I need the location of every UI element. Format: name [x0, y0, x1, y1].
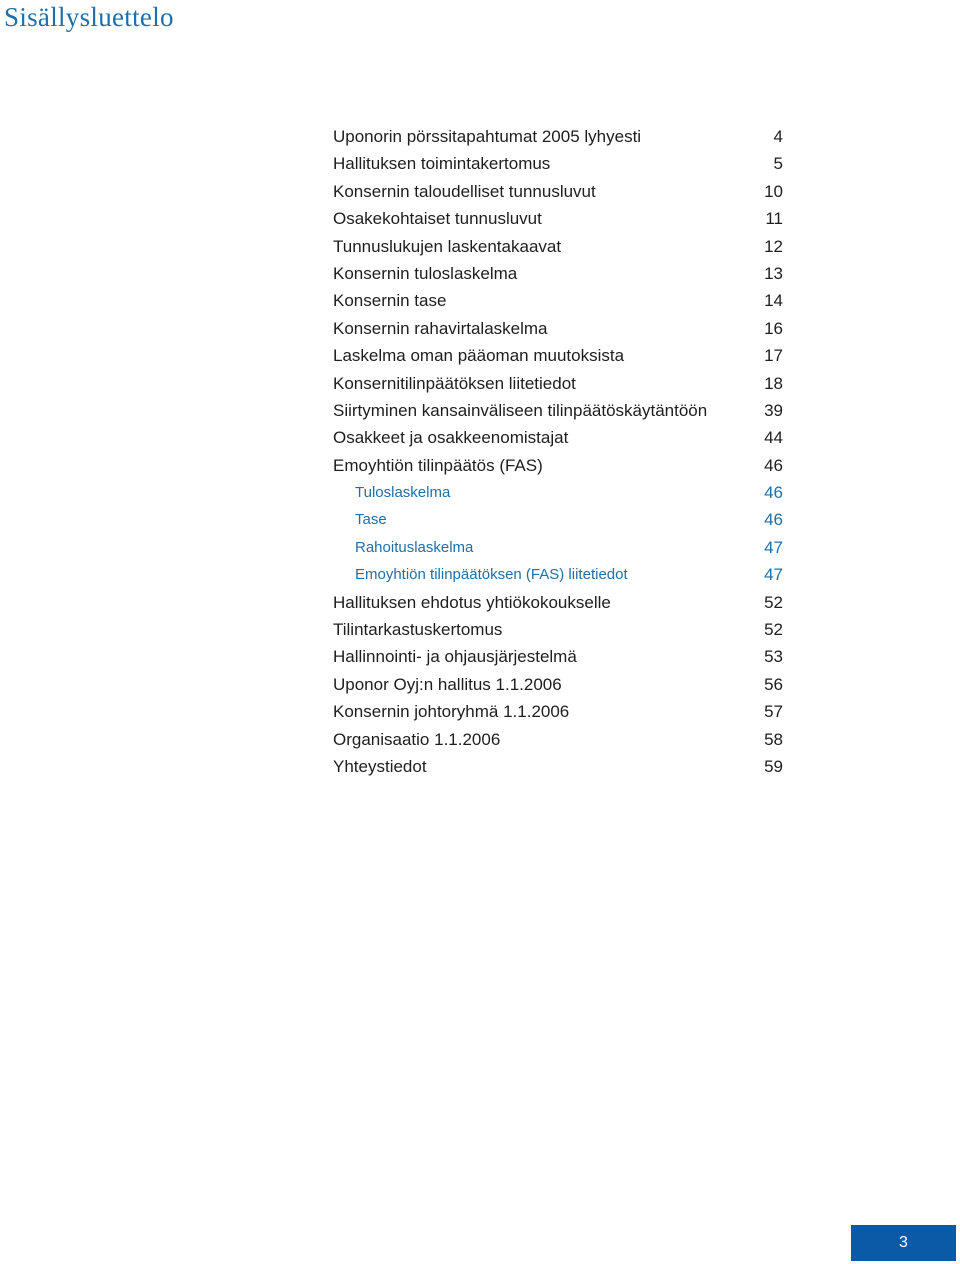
toc-subitem-page: 47: [764, 537, 783, 557]
toc-item-page: 13: [764, 263, 783, 283]
toc-item-page: 46: [764, 455, 783, 475]
toc-subitem-label: Rahoituslaskelma: [355, 538, 474, 556]
toc-item[interactable]: [333, 260, 783, 287]
toc-item-page: 16: [764, 318, 783, 338]
toc-item[interactable]: [333, 178, 783, 205]
toc-item-label: Tilintarkastuskertomus: [333, 620, 503, 640]
toc-item[interactable]: [333, 342, 783, 369]
toc-item[interactable]: [333, 753, 783, 780]
toc-subitem-page: 46: [764, 510, 783, 530]
toc-item[interactable]: [333, 370, 783, 397]
toc-item[interactable]: [333, 452, 783, 479]
toc-item[interactable]: [333, 397, 783, 424]
toc-item-label: Hallituksen toimintakertomus: [333, 154, 551, 174]
toc-item-page: 52: [764, 592, 783, 612]
toc-item-label: Konsernin tuloslaskelma: [333, 263, 518, 283]
toc-subitem-page: 46: [764, 483, 783, 503]
toc-item-label: Uponorin pörssitapahtumat 2005 lyhyesti: [333, 127, 642, 146]
toc-item-page: 44: [764, 428, 783, 448]
toc-item-label: Hallituksen ehdotus yhtiökokoukselle: [333, 592, 611, 612]
toc-item-label: Organisaatio 1.1.2006: [333, 729, 501, 749]
toc-subitem[interactable]: [333, 561, 783, 588]
toc-subitem[interactable]: [333, 479, 783, 506]
toc-item-label: Konsernin tase: [333, 291, 447, 311]
page-title: Sisällysluettelo: [4, 2, 174, 32]
toc-item-page: 4: [773, 127, 783, 146]
toc-item-page: 11: [765, 209, 783, 229]
table-of-contents: [333, 123, 783, 780]
toc-item-page: 56: [764, 674, 783, 694]
toc-item-page: 57: [764, 702, 783, 722]
toc-item-label: Tunnuslukujen laskentakaavat: [333, 236, 562, 256]
toc-subitem-page: 47: [764, 565, 783, 585]
toc-item-label: Emoyhtiön tilinpäätös (FAS): [333, 455, 543, 475]
toc-item-label: Konsernin johtoryhmä 1.1.2006: [333, 702, 570, 722]
toc-subitem-label: Emoyhtiön tilinpäätöksen (FAS) liitetiedot: [355, 566, 628, 584]
toc-item-page: 39: [764, 400, 783, 420]
toc-item[interactable]: [333, 315, 783, 342]
toc-subitem[interactable]: [333, 506, 783, 533]
toc-item-page: 59: [764, 756, 783, 776]
toc-item[interactable]: [333, 698, 783, 725]
toc-item-page: 52: [764, 620, 783, 640]
page-number-badge: 3: [851, 1225, 956, 1261]
toc-item[interactable]: [333, 616, 783, 643]
toc-item-page: 53: [764, 647, 783, 667]
toc-item-page: 18: [764, 373, 783, 393]
toc-item-page: 14: [764, 291, 783, 311]
toc-subitem[interactable]: [333, 534, 783, 561]
toc-item-label: Yhteystiedot: [333, 756, 427, 776]
toc-item[interactable]: [333, 671, 783, 698]
toc-item-page: 12: [764, 236, 783, 256]
toc-item-label: Konsernin rahavirtalaskelma: [333, 318, 548, 338]
toc-item[interactable]: [333, 205, 783, 232]
toc-item[interactable]: [333, 123, 783, 150]
toc-item[interactable]: [333, 233, 783, 260]
toc-item-label: Osakekohtaiset tunnusluvut: [333, 209, 542, 229]
toc-item-page: 58: [764, 729, 783, 749]
toc-item-page: 5: [773, 154, 783, 174]
toc-item-label: Hallinnointi- ja ohjausjärjestelmä: [333, 647, 577, 667]
toc-item-label: Konsernitilinpäätöksen liitetiedot: [333, 373, 576, 393]
toc-item[interactable]: [333, 726, 783, 753]
toc-item-page: 10: [764, 181, 783, 201]
toc-item[interactable]: [333, 150, 783, 177]
toc-subitem-label: Tuloslaskelma: [355, 484, 451, 502]
toc-item-label: Osakkeet ja osakkeenomistajat: [333, 428, 569, 448]
toc-item[interactable]: [333, 287, 783, 314]
toc-item-page: 17: [764, 346, 783, 366]
toc-item-label: Uponor Oyj:n hallitus 1.1.2006: [333, 674, 562, 694]
toc-item-label: Siirtyminen kansainväliseen tilinpäätöskäytäntöön: [333, 400, 708, 420]
toc-item-label: Laskelma oman pääoman muutoksista: [333, 346, 625, 366]
toc-item-label: Konsernin taloudelliset tunnusluvut: [333, 181, 596, 201]
toc-item[interactable]: [333, 424, 783, 451]
toc-item[interactable]: [333, 589, 783, 616]
toc-item[interactable]: [333, 643, 783, 670]
toc-subitem-label: Tase: [355, 511, 387, 529]
